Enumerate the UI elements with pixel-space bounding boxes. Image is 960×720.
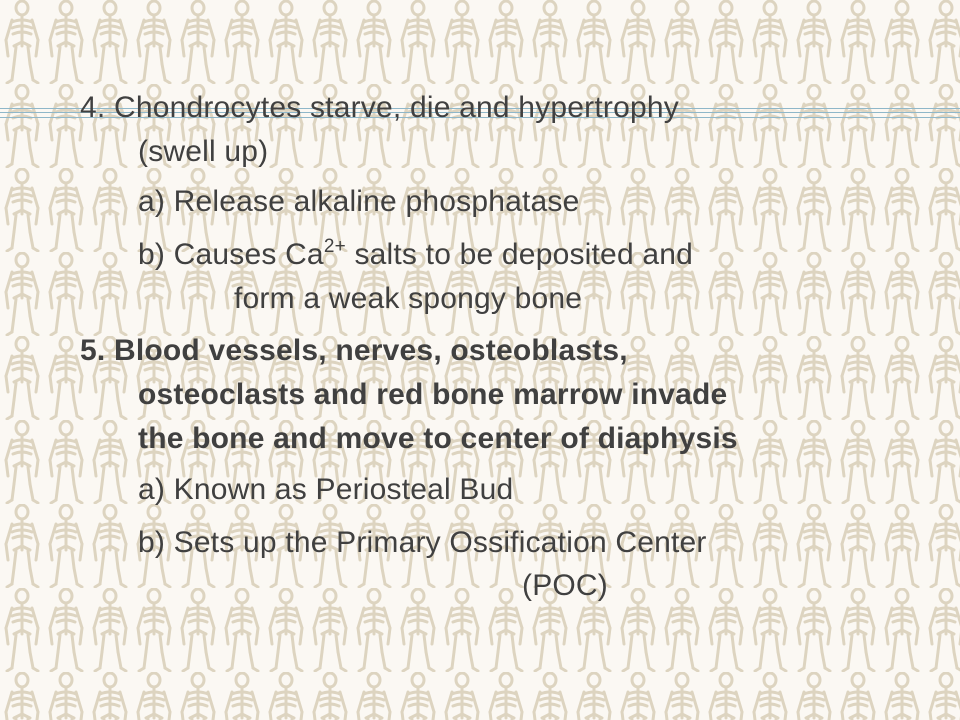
item-5-line-1: 5. Blood vessels, nerves, osteoblasts, bbox=[80, 334, 628, 367]
item-5-sub-b-line-2: (POC) bbox=[522, 569, 608, 602]
item-4-sub-a: a) Release alkaline phosphatase bbox=[138, 185, 580, 218]
item-4-line-2: (swell up) bbox=[138, 135, 269, 168]
item-4-sub-b-text: b) Causes Ca bbox=[138, 238, 324, 271]
item-4-sub-b-line-2: form a weak spongy bone bbox=[234, 282, 583, 315]
item-4-sub-b bbox=[138, 237, 693, 273]
item-5-line-3: the bone and move to center of diaphysis bbox=[138, 422, 738, 455]
superscript: 2+ bbox=[323, 236, 346, 257]
item-5-sub-a: a) Known as Periosteal Bud bbox=[138, 473, 514, 506]
item-4-sub-b-text-cont: salts to be deposited and bbox=[345, 238, 694, 271]
item-5-sub-b: b) Sets up the Primary Ossification Center bbox=[138, 526, 707, 559]
item-5-line-2: osteoclasts and red bone marrow invade bbox=[138, 378, 728, 411]
item-4-line-1: 4. Chondrocytes starve, die and hypertrophy bbox=[80, 91, 679, 124]
